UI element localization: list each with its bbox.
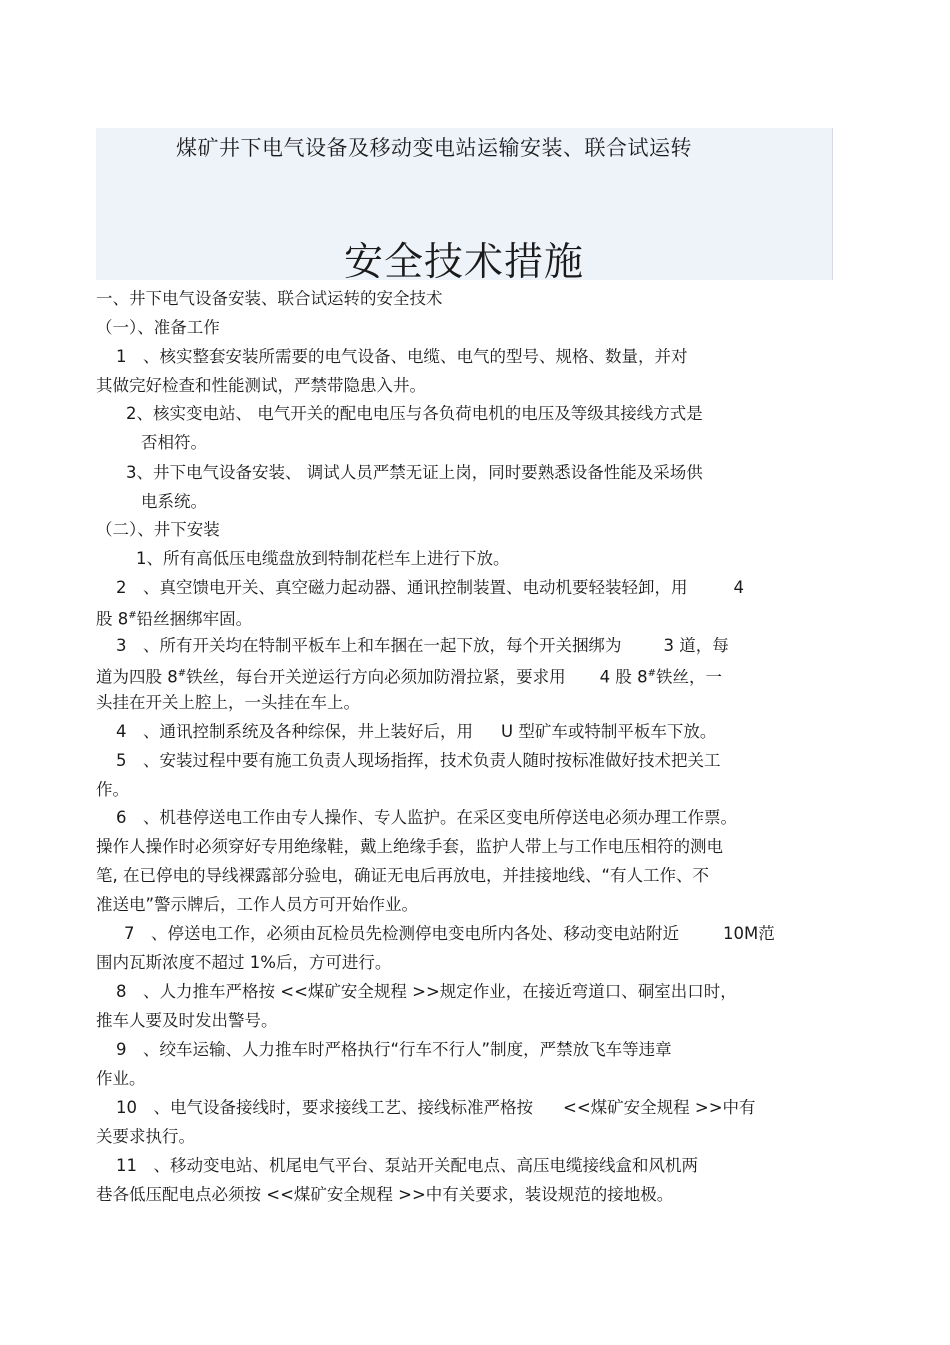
item-1: 1、所有高低压电缆盘放到特制花栏车上进行下放。 <box>136 549 510 568</box>
item-8-line2: 推车人要及时发出警号。 <box>96 1011 278 1030</box>
item-3-gauge-mark-1: # <box>177 668 187 679</box>
item-4-tail: U 型矿车或特制平板车下放。 <box>501 722 717 741</box>
item-3-gauge-mark-2: # <box>647 668 657 679</box>
item-3-line1-text: 3 、所有开关均在特制平板车上和车捆在一起下放，每个开关捆绑为 <box>116 636 622 655</box>
item-2-line1 <box>116 578 744 598</box>
item-2-line1-count: 4 <box>733 578 744 597</box>
document-title-line1: 煤矿井下电气设备及移动变电站运输安装、联合试运转 <box>176 136 692 160</box>
item-11-line1: 11 、移动变电站、机尾电气平台、泵站开关配电点、高压电缆接线盒和风机两 <box>116 1156 698 1175</box>
title-block <box>96 128 833 285</box>
item-7-line1-text: 7 、停送电工作，必须由瓦检员先检测停电变电所内各处、移动变电站附近 <box>124 924 679 943</box>
document-title-line2: 安全技术措施 <box>343 240 584 285</box>
item-3-line2-a: 道为四股 8 <box>96 667 178 687</box>
item-3-line1-count: 3 道，每 <box>663 636 729 655</box>
item-9-line2: 作业。 <box>96 1069 146 1088</box>
item-4-text: 4 、通讯控制系统及各种综保，井上装好后，用 <box>116 722 473 741</box>
item-3-line2-b: 铁丝，每台开关逆运行方向必须加防滑拉紧，要求用 <box>186 667 566 687</box>
item-2-line1-text: 2 、真空馈电开关、真空磁力起动器、通讯控制装置、电动机要轻装轻卸，用 <box>116 578 688 597</box>
paragraph-1-line1: 1 、核实整套安装所需要的电气设备、电缆、电气的型号、规格、数量，并对 <box>116 347 688 366</box>
item-6-line2: 操作人操作时必须穿好专用绝缘鞋，戴上绝缘手套，监护人带上与工作电压相符的测电 <box>96 837 723 856</box>
item-3-line1 <box>116 636 729 656</box>
paragraph-3-line1: 3、井下电气设备安装、 调试人员严禁无证上岗，同时要熟悉设备性能及采场供 <box>126 463 703 482</box>
item-10-line1 <box>116 1098 756 1118</box>
paragraph-2-line2: 否相符。 <box>141 433 207 452</box>
item-6-line1: 6 、机巷停送电工作由专人操作、专人监护。在采区变电所停送电必须办理工作票。 <box>116 808 737 827</box>
item-3-line2 <box>96 664 722 688</box>
item-7-line2: 围内瓦斯浓度不超过 1%后，方可进行。 <box>96 953 392 972</box>
item-5-line1: 5 、安装过程中要有施工负责人现场指挥，技术负责人随时按标准做好技术把关工 <box>116 751 721 770</box>
item-11-line2: 巷各低压配电点必须按 <<煤矿安全规程 >>中有关要求，装设规范的接地极。 <box>96 1185 674 1204</box>
item-8-line1: 8 、人力推车严格按 <<煤矿安全规程 >>规定作业，在接近弯道口、硐室出口时， <box>116 982 737 1001</box>
item-10-line1-tail: <<煤矿安全规程 >>中有 <box>563 1098 756 1117</box>
paragraph-1-line2: 其做完好检查和性能测试，严禁带隐患入井。 <box>96 376 426 395</box>
subsection-heading-1: （一）、准备工作 <box>96 318 220 337</box>
item-7-line1-range: 10M范 <box>723 924 775 943</box>
item-2-line2-a: 股 8 <box>96 609 129 629</box>
item-2-gauge-mark: # <box>128 610 137 621</box>
item-2-line2-b: 铅丝捆绑牢固。 <box>136 609 253 629</box>
item-4 <box>116 722 716 742</box>
item-5-line2: 作。 <box>96 780 129 799</box>
paragraph-2-line1: 2、核实变电站、 电气开关的配电电压与各负荷电机的电压及等级其接线方式是 <box>126 404 703 423</box>
item-7-line1 <box>124 924 775 944</box>
item-3-line2-c: 4 股 8 <box>599 667 648 687</box>
subsection-heading-2: （二）、井下安装 <box>96 520 220 539</box>
section-heading-1: 一、井下电气设备安装、联合试运转的安全技术 <box>96 289 443 308</box>
item-6-line4: 准送电”警示牌后，工作人员方可开始作业。 <box>96 895 419 914</box>
item-9-line1: 9 、绞车运输、人力推车时严格执行“行车不行人”制度，严禁放飞车等违章 <box>116 1040 672 1059</box>
item-2-line2 <box>96 606 252 630</box>
item-10-line1-text: 10 、电气设备接线时，要求接线工艺、接线标准严格按 <box>116 1098 533 1117</box>
item-3-line2-d: 铁丝，一 <box>656 667 723 687</box>
item-10-line2: 关要求执行。 <box>96 1127 195 1146</box>
item-6-line3: 笔, 在已停电的导线裸露部分验电，确证无电后再放电，并挂接地线、“有人工作、不 <box>96 866 710 885</box>
paragraph-3-line2: 电系统。 <box>141 492 207 511</box>
item-3-line3: 头挂在开关上腔上，一头挂在车上。 <box>96 693 360 712</box>
